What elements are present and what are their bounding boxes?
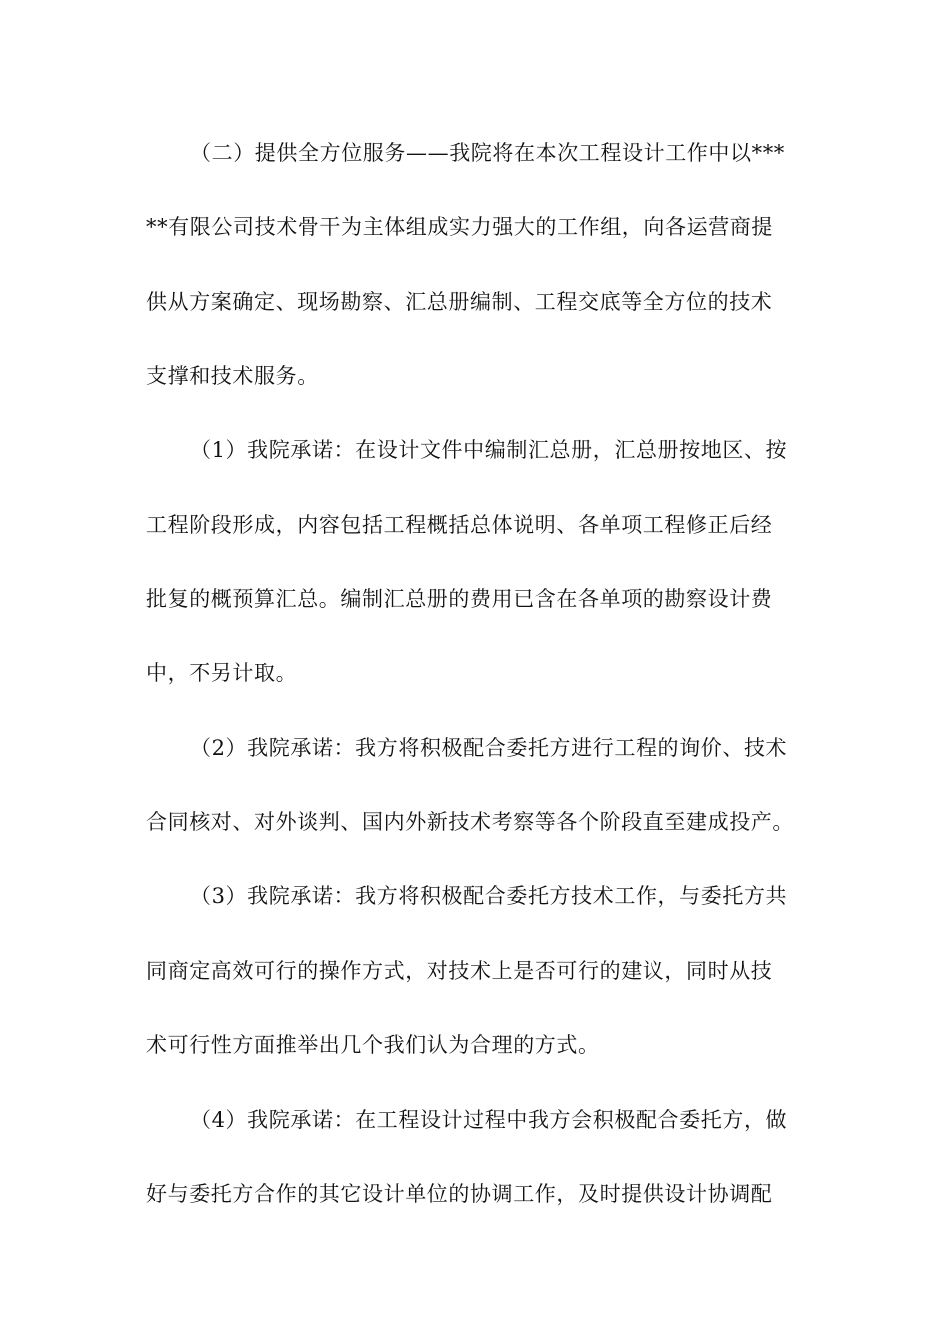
commitment-2-line-2: 合同核对、对外谈判、国内外新技术考察等各个阶段直至建成投产。 xyxy=(146,810,794,834)
commitment-1-line-3: 批复的概预算汇总。编制汇总册的费用已含在各单项的勘察设计费 xyxy=(146,587,773,611)
commitment-3-line-3: 术可行性方面推举出几个我们认为合理的方式。 xyxy=(146,1033,600,1057)
commitment-4-line-2: 好与委托方合作的其它设计单位的协调工作，及时提供设计协调配 xyxy=(146,1182,773,1206)
commitment-1-line-2: 工程阶段形成，内容包括工程概括总体说明、各单项工程修正后经 xyxy=(146,513,773,537)
paragraph-2-line-2: **有限公司技术骨干为主体组成实力强大的工作组，向各运营商提 xyxy=(146,215,773,239)
commitment-3-line-1: （3）我院承诺：我方将积极配合委托方技术工作，与委托方共 xyxy=(190,884,788,908)
commitment-4-line-1: （4）我院承诺：在工程设计过程中我方会积极配合委托方，做 xyxy=(190,1108,788,1132)
commitment-2-line-1: （2）我院承诺：我方将积极配合委托方进行工程的询价、技术 xyxy=(190,736,788,760)
paragraph-2-line-4: 支撑和技术服务。 xyxy=(146,364,319,388)
commitment-3-line-2: 同商定高效可行的操作方式，对技术上是否可行的建议，同时从技 xyxy=(146,959,773,983)
commitment-1-line-1: （1）我院承诺：在设计文件中编制汇总册，汇总册按地区、按 xyxy=(190,438,788,462)
paragraph-2-line-3: 供从方案确定、现场勘察、汇总册编制、工程交底等全方位的技术 xyxy=(146,290,773,314)
paragraph-2-line-1: （二）提供全方位服务——我院将在本次工程设计工作中以*** xyxy=(190,141,785,165)
commitment-1-line-4: 中，不另计取。 xyxy=(146,661,298,685)
